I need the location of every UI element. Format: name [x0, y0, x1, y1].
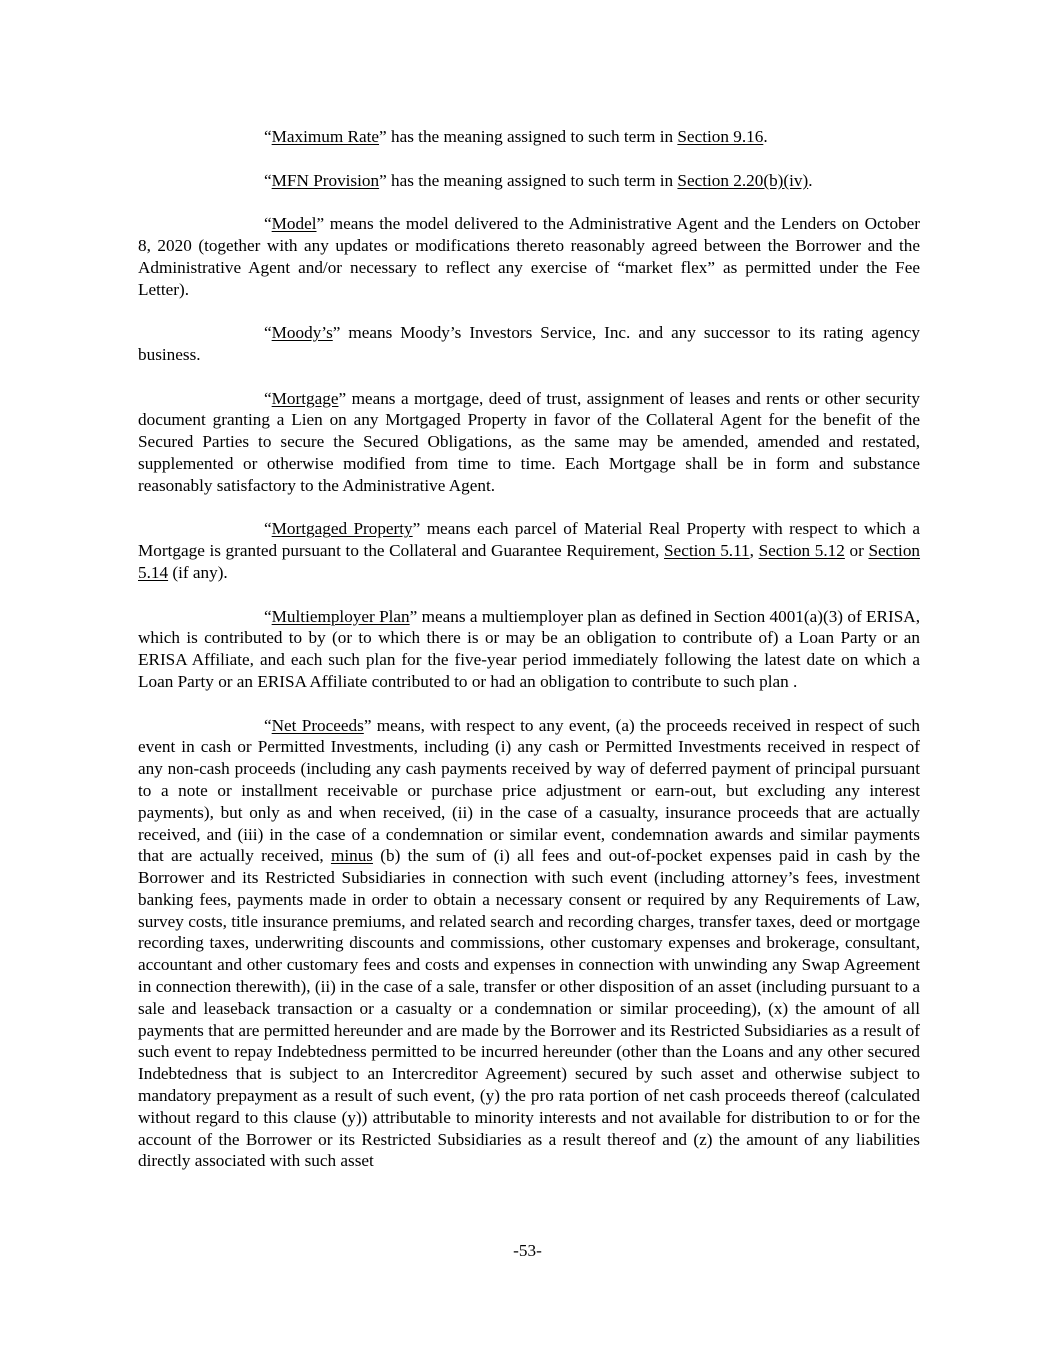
- text-segment: “: [264, 214, 272, 234]
- text-segment: ” has the meaning assigned to such term in: [379, 170, 678, 190]
- text-segment: ” means a multiemployer plan as defined in Section 4001(a)(3) of ERISA, which is contributed to by (or to which there is or may be an obligation to contribute of) a Loan Party or an ERISA Affiliate, and each such plan for the five-year period immediately following the latest date on which a Loan Party or an ERISA Affiliate contributed to or had an obligation to contribute to such plan .: [138, 606, 920, 691]
- definition-multiemployer-plan: [138, 606, 920, 693]
- text-segment: ” means a mortgage, deed of trust, assignment of leases and rents or other security document granting a Lien on any Mortgaged Property in favor of the Collateral Agent for the benefit of the Secured Parties to secure the Secured Obligations, as the same may be amended, amended and restated, supplemented or otherwise modified from time to time. Each Mortgage shall be in form and substance reasonably satisfactory to the Administrative Agent.: [138, 388, 920, 495]
- section-reference: Section 2.20(b)(iv): [677, 170, 809, 190]
- text-segment: “: [264, 323, 272, 343]
- definition-mortgaged-property: [138, 518, 920, 583]
- defined-term: Mortgage: [271, 388, 339, 408]
- text-segment: (b) the sum of (i) all fees and out-of-pocket expenses paid in cash by the Borrower and its Restricted Subsidiaries in connection with such event (including attorney’s fees, investment banking fees, payments made in order to obtain a necessary consent or required by any Requirements of Law, survey costs, title insurance premiums, and related search and recording charges, transfer taxes, deed or mortgage recording taxes, underwriting discounts and commissions, other customary expenses and brokerage, consultant, accountant and other customary fees and costs and expenses in connection with unwinding any Swap Agreement in connection therewith), (ii) in the case of a sale, transfer or other disposition of an asset (including pursuant to a sale and leaseback transaction or a casualty or a condemnation or similar proceeding), (x) the amount of all payments that are permitted hereunder and are made by the Borrower and its Restricted Subsidiaries as a result of such event to repay Indebtedness permitted to be incurred hereunder (other than the Loans and any other secured Indebtedness that is subject to an Intercreditor Agreement) secured by such asset and otherwise subject to mandatory prepayment as a result of such event, (y) the pro rata portion of net cash proceeds thereof (calculated without regard to this clause (y)) attributable to minority interests and not available for distribution to or for the account of the Borrower or its Restricted Subsidiaries as a result thereof and (z) the amount of any liabilities directly associated with such asset: [138, 846, 920, 1171]
- defined-term: Net Proceeds: [271, 715, 364, 735]
- text-segment: (if any).: [168, 562, 228, 582]
- text-segment: “: [264, 606, 272, 626]
- page-number: -53-: [513, 1241, 542, 1260]
- definition-model: [138, 213, 920, 300]
- defined-term: Mortgaged Property: [271, 519, 413, 539]
- section-reference: Section 9.16: [677, 127, 764, 146]
- definition-maximum-rate: [138, 126, 920, 148]
- definition-mortgage: [138, 388, 920, 497]
- defined-term: Model: [271, 214, 317, 234]
- text-segment: ” means the model delivered to the Administrative Agent and the Lenders on October 8, 2020 (together with any updates or modifications thereto reasonably agreed between the Borrower and the Administrative Agent and/or necessary to reflect any exercise of “market flex” as permitted under the Fee Letter).: [138, 214, 920, 299]
- document-page: [138, 126, 920, 1172]
- text-segment: ” means each parcel of Material Real Property with respect to which a Mortgage is granted pursuant to the Collateral and Guarantee Requirement,: [138, 519, 920, 561]
- text-segment: ” has the meaning assigned to such term in: [379, 127, 678, 146]
- defined-term: Maximum Rate: [271, 127, 380, 146]
- text-segment: ” means Moody’s Investors Service, Inc. and any successor to its rating agency business.: [138, 323, 920, 364]
- text-segment: ,: [749, 541, 759, 561]
- defined-term: Multiemployer Plan: [271, 606, 410, 626]
- emphasized-term: minus: [330, 846, 373, 866]
- section-reference: Section 5.14: [138, 541, 921, 582]
- text-segment: “: [264, 170, 272, 190]
- definition-moodys: [138, 322, 920, 366]
- text-segment: ” means, with respect to any event, (a) the proceeds received in respect of such event in cash or Permitted Investments, including (i) any cash or Permitted Investments received in respect of any non-cash proceeds (including any cash payments received by way of deferred payment of principal pursuant to a note or installment receivable or purchase price adjustment or earn-out, but excluding any interest payments), but only as and when received, (ii) in the case of a casualty, insurance proceeds that are actually received, and (iii) in the case of a condemnation or similar event, condemnation awards and similar payments that are actually received,: [138, 715, 920, 866]
- text-segment: or: [844, 541, 869, 561]
- section-reference: Section 5.12: [758, 541, 845, 561]
- defined-term: MFN Provision: [271, 170, 380, 190]
- text-segment: “: [264, 715, 272, 735]
- text-segment: .: [808, 170, 813, 190]
- definition-net-proceeds: [138, 715, 920, 1173]
- text-segment: .: [763, 127, 768, 146]
- definition-mfn-provision: [138, 170, 920, 192]
- text-segment: “: [264, 519, 272, 539]
- text-segment: “: [264, 388, 272, 408]
- section-reference: Section 5.11: [664, 541, 750, 561]
- text-segment: “: [264, 127, 272, 146]
- defined-term: Moody’s: [271, 323, 333, 343]
